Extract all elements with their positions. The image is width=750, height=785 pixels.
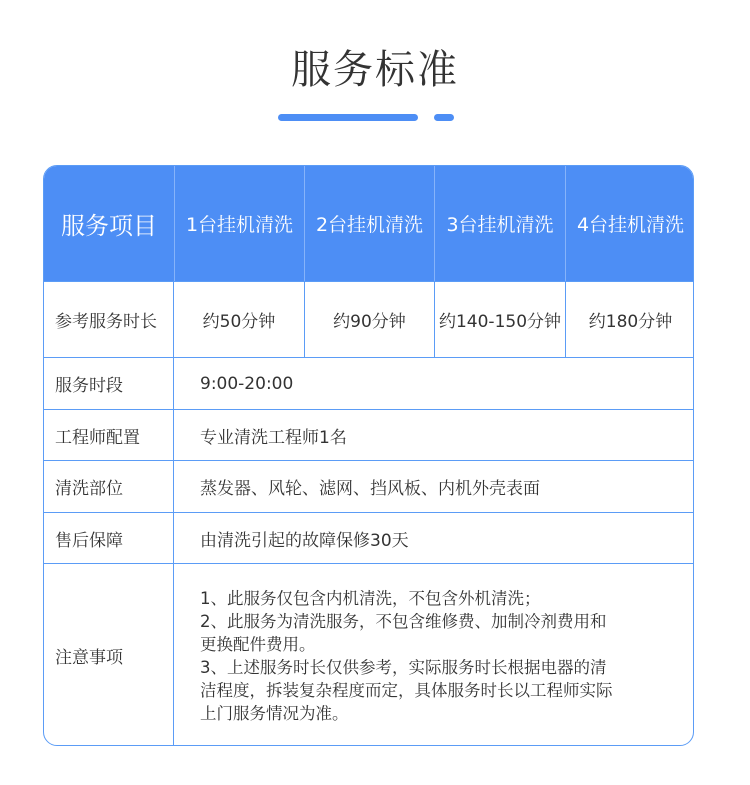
notes-line: 2、此服务为清洗服务，不包含维修费、加制冷剂费用和 — [200, 611, 607, 631]
duration-4-units: 约180分钟 — [565, 281, 694, 357]
notes-line: 洁程度，拆装复杂程度而定，具体服务时长以工程师实际 — [200, 680, 613, 700]
after-sales-value: 由清洗引起的故障保修30天 — [174, 512, 694, 563]
header-2-units: 2台挂机清洗 — [304, 166, 434, 281]
notes-line: 3、上述服务时长仅供参考，实际服务时长根据电器的清 — [200, 657, 607, 677]
title-underline-short — [434, 114, 454, 121]
notes-line: 上门服务情况为准。 — [200, 703, 349, 723]
duration-3-units: 约140-150分钟 — [434, 281, 565, 357]
row-label-duration: 参考服务时长 — [44, 281, 174, 357]
row-label-notes: 注意事项 — [44, 563, 174, 746]
service-standard-table — [43, 165, 694, 746]
notes-line: 更换配件费用。 — [200, 634, 316, 654]
header-4-units: 4台挂机清洗 — [565, 166, 694, 281]
cleaning-parts-value: 蒸发器、风轮、滤网、挡风板、内机外壳表面 — [174, 460, 694, 512]
notes-value — [174, 563, 694, 746]
header-3-units: 3台挂机清洗 — [434, 166, 565, 281]
row-label-after-sales: 售后保障 — [44, 512, 174, 563]
title-underline-long — [278, 114, 418, 121]
notes-line: 1、此服务仅包含内机清洗，不包含外机清洗； — [200, 588, 541, 608]
duration-2-units: 约90分钟 — [304, 281, 434, 357]
header-service-item: 服务项目 — [44, 166, 174, 281]
engineer-value: 专业清洗工程师1名 — [174, 409, 694, 460]
row-label-engineer: 工程师配置 — [44, 409, 174, 460]
header-1-unit: 1台挂机清洗 — [174, 166, 304, 281]
duration-1-unit: 约50分钟 — [174, 281, 304, 357]
row-label-service-hours: 服务时段 — [44, 357, 174, 409]
service-hours-value: 9:00-20:00 — [174, 357, 694, 409]
row-label-cleaning-parts: 清洗部位 — [44, 460, 174, 512]
page-title: 服务标准 — [291, 47, 459, 93]
